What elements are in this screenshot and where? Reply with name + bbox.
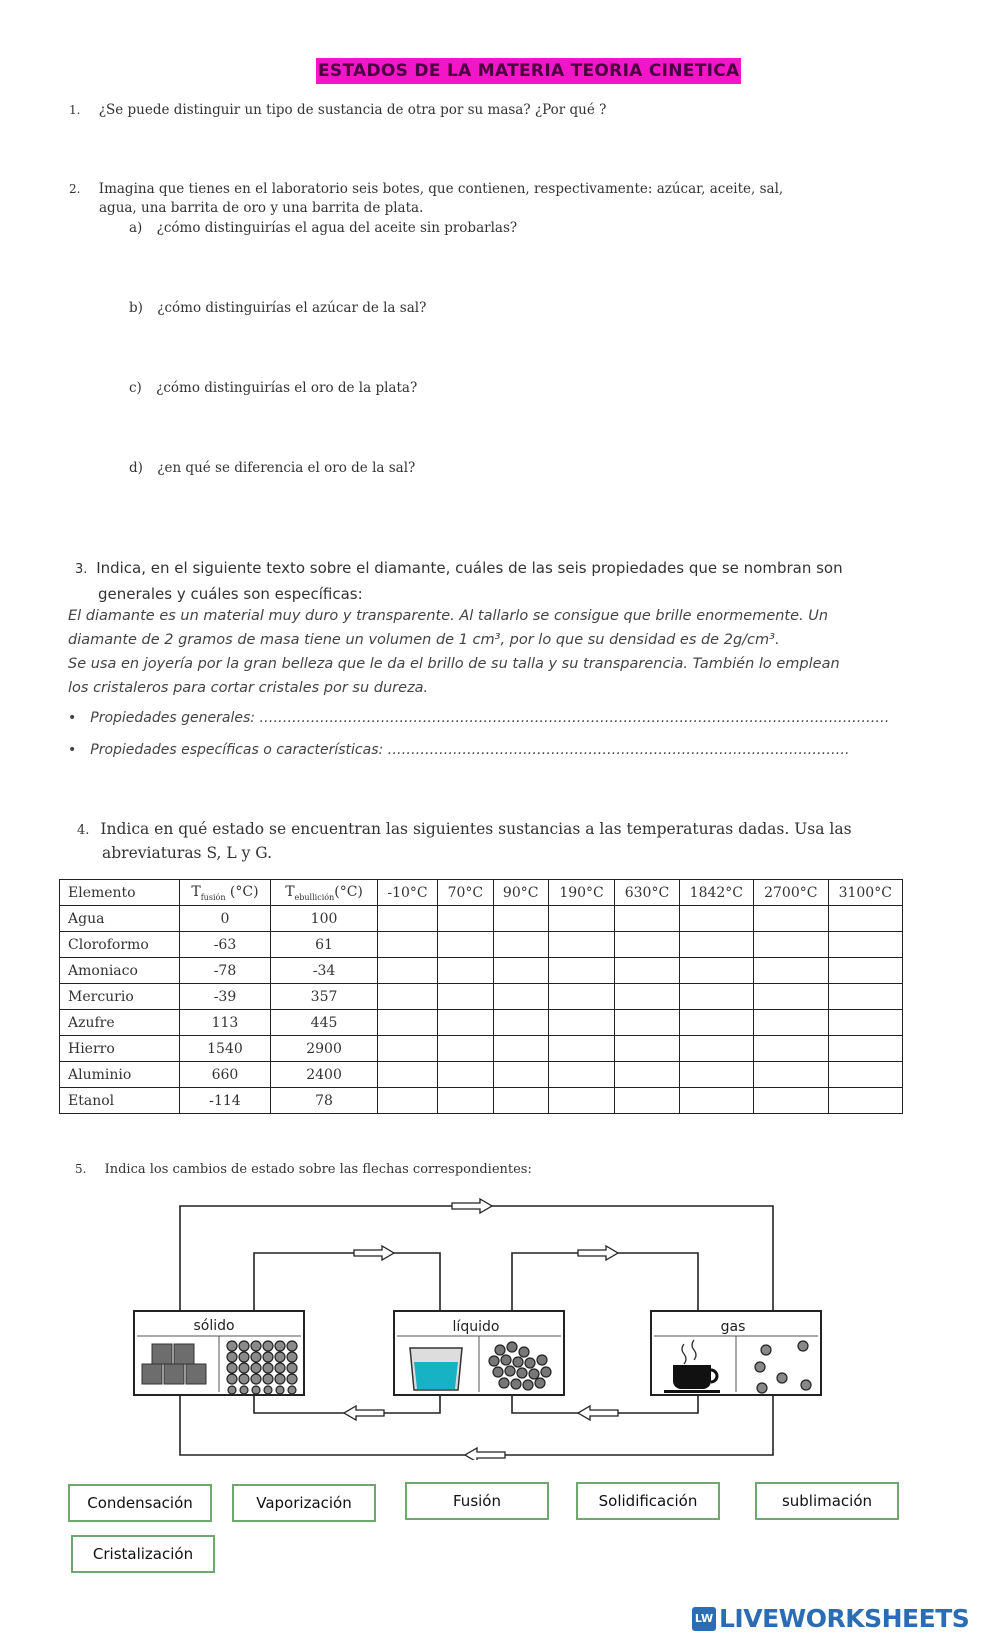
answer-cell[interactable] — [828, 958, 903, 984]
subquestion-label: c) — [129, 380, 142, 396]
question-3 — [75, 556, 843, 606]
answer-cell[interactable] — [679, 1010, 753, 1036]
temperature-table — [59, 879, 903, 1114]
arrow-right-icon — [578, 1246, 618, 1260]
arrow-right-icon — [452, 1199, 492, 1213]
boiling-cell: 100 — [271, 906, 378, 932]
question-text: Indica en qué estado se encuentran las siguientes sustancias a las temperaturas dadas. Usa las — [100, 820, 852, 838]
question-text: agua, una barrita de oro y una barrita de plata. — [99, 200, 424, 216]
answer-cell[interactable] — [438, 1036, 493, 1062]
answer-cell[interactable] — [615, 932, 679, 958]
answer-cell[interactable] — [438, 932, 493, 958]
answer-cell[interactable] — [377, 958, 437, 984]
answer-cell[interactable] — [754, 1010, 828, 1036]
question-text: Imagina que tienes en el laboratorio seis botes, que contienen, respectivamente: azúcar, aceite, sal, — [98, 181, 784, 197]
bullet-specific: • Propiedades específicas o características: ……………………………………………………………………………………… — [68, 742, 850, 758]
state-change-diagram — [0, 1190, 1000, 1460]
melting-cell: -78 — [179, 958, 271, 984]
element-cell: Azufre — [60, 1010, 180, 1036]
answer-cell[interactable] — [828, 906, 903, 932]
answer-cell[interactable] — [754, 1062, 828, 1088]
header-cell: $T_{fusión}$ (°C) — [179, 880, 271, 906]
answer-cell[interactable] — [754, 1036, 828, 1062]
table-row — [60, 1036, 903, 1062]
element-cell: Hierro — [60, 1036, 180, 1062]
melting-cell: -39 — [179, 984, 271, 1010]
boiling-cell: 2900 — [271, 1036, 378, 1062]
answer-cell[interactable] — [828, 1036, 903, 1062]
subquestion-text: ¿cómo distinguirías el agua del aceite sin probarlas? — [156, 220, 518, 236]
subquestion-label: b) — [129, 300, 143, 316]
answer-cell[interactable] — [615, 906, 679, 932]
state-label-liquid: líquido — [452, 1319, 500, 1335]
arrow-right-icon — [354, 1246, 394, 1260]
answer-cell[interactable] — [493, 1088, 548, 1114]
question-text: ¿Se puede distinguir un tipo de sustancia de otra por su masa? ¿Por qué ? — [98, 102, 607, 118]
answer-cell[interactable] — [377, 984, 437, 1010]
melting-cell: 1540 — [179, 1036, 271, 1062]
answer-cell[interactable] — [754, 984, 828, 1010]
answer-cell[interactable] — [438, 958, 493, 984]
answer-cell[interactable] — [828, 984, 903, 1010]
answer-cell[interactable] — [679, 958, 753, 984]
answer-cell[interactable] — [493, 1010, 548, 1036]
answer-cell[interactable] — [438, 906, 493, 932]
logo-icon: LW — [692, 1607, 716, 1631]
answer-cell[interactable] — [754, 958, 828, 984]
question-text: abreviaturas S, L y G. — [102, 844, 273, 862]
melting-cell: 113 — [179, 1010, 271, 1036]
element-cell: Aluminio — [60, 1062, 180, 1088]
bullet-general: • Propiedades generales: ……………………………………………………………………………………………………………………… — [68, 710, 890, 726]
melting-cell: -114 — [179, 1088, 271, 1114]
arrow-left-icon — [344, 1406, 384, 1420]
answer-cell[interactable] — [548, 906, 614, 932]
bullet-icon: • — [68, 710, 77, 726]
element-cell: Cloroformo — [60, 932, 180, 958]
answer-cell[interactable] — [438, 984, 493, 1010]
answer-cell[interactable] — [377, 1010, 437, 1036]
question-number: 3. — [75, 562, 88, 577]
question-number: 4. — [77, 823, 90, 838]
answer-cell[interactable] — [615, 1088, 679, 1114]
answer-cell[interactable] — [493, 1062, 548, 1088]
answer-cell[interactable] — [679, 932, 753, 958]
answer-cell[interactable] — [438, 1062, 493, 1088]
answer-cell[interactable] — [679, 1036, 753, 1062]
answer-cell[interactable] — [548, 1062, 614, 1088]
answer-cell[interactable] — [754, 1088, 828, 1114]
header-cell: Elemento — [60, 880, 180, 906]
table-row — [60, 1062, 903, 1088]
answer-cell[interactable] — [828, 1062, 903, 1088]
diamond-text — [68, 604, 840, 700]
boiling-cell: -34 — [271, 958, 378, 984]
answer-cell[interactable] — [679, 906, 753, 932]
question-number: 2. — [69, 182, 81, 196]
answer-cell[interactable] — [493, 906, 548, 932]
boiling-cell: 2400 — [271, 1062, 378, 1088]
table-row — [60, 1010, 903, 1036]
answer-cell[interactable] — [548, 958, 614, 984]
table-row — [60, 906, 903, 932]
beaker-icon — [410, 1348, 462, 1390]
table-row — [60, 984, 903, 1010]
answer-cell[interactable] — [493, 932, 548, 958]
question-number: 1. — [69, 103, 81, 117]
bullet-icon: • — [68, 742, 77, 758]
answer-cell[interactable] — [615, 1036, 679, 1062]
melting-cell: 0 — [179, 906, 271, 932]
header-cell: 190°C — [548, 880, 614, 906]
answer-cell[interactable] — [377, 1088, 437, 1114]
answer-cell[interactable] — [828, 1010, 903, 1036]
answer-cell[interactable] — [377, 932, 437, 958]
header-cell: -10°C — [377, 880, 437, 906]
answer-cell[interactable] — [377, 906, 437, 932]
page-title: ESTADOS DE LA MATERIA TEORIA CINETICA — [316, 58, 741, 84]
boiling-cell: 445 — [271, 1010, 378, 1036]
melting-cell: -63 — [179, 932, 271, 958]
melting-cell: 660 — [179, 1062, 271, 1088]
paragraph-line: Se usa en joyería por la gran belleza que le da el brillo de su talla y su transparencia. También lo emplean — [68, 656, 840, 672]
state-label-solid: sólido — [193, 1318, 235, 1334]
question-2d — [129, 459, 415, 478]
element-cell: Mercurio — [60, 984, 180, 1010]
table-row — [60, 1088, 903, 1114]
answer-box-condensacion[interactable]: Condensación — [68, 1484, 212, 1522]
answer-cell[interactable] — [828, 1088, 903, 1114]
answer-cell[interactable] — [615, 984, 679, 1010]
answer-cell[interactable] — [493, 984, 548, 1010]
question-2c — [129, 379, 417, 398]
element-cell: Etanol — [60, 1088, 180, 1114]
answer-cell[interactable] — [548, 932, 614, 958]
question-text: Indica, en el siguiente texto sobre el diamante, cuáles de las seis propiedades que se nombran son — [96, 559, 843, 577]
paragraph-line: diamante de 2 gramos de masa tiene un volumen de 1 cm³, por lo que su densidad es de 2g/cm³. — [68, 632, 780, 648]
header-cell: 630°C — [615, 880, 679, 906]
subquestion-text: ¿cómo distinguirías el azúcar de la sal? — [157, 300, 427, 316]
element-cell: Agua — [60, 906, 180, 932]
answer-box-vaporizacion[interactable]: Vaporización — [232, 1484, 376, 1522]
header-cell: 3100°C — [828, 880, 903, 906]
boiling-cell: 78 — [271, 1088, 378, 1114]
paragraph-line: El diamante es un material muy duro y transparente. Al tallarlo se consigue que brille enormemente. Un — [68, 608, 829, 624]
answer-box-fusion[interactable]: Fusión — [405, 1482, 549, 1520]
answer-cell[interactable] — [679, 1062, 753, 1088]
subquestion-label: d) — [129, 460, 143, 476]
answer-box-sublimacion[interactable]: sublimación — [755, 1482, 899, 1520]
table-row — [60, 958, 903, 984]
answer-cell[interactable] — [754, 932, 828, 958]
subquestion-text: ¿en qué se diferencia el oro de la sal? — [157, 460, 416, 476]
liveworksheets-logo — [692, 1604, 992, 1636]
state-label-gas: gas — [720, 1319, 746, 1335]
answer-cell[interactable] — [548, 1036, 614, 1062]
answer-cell[interactable] — [828, 932, 903, 958]
answer-cell[interactable] — [493, 958, 548, 984]
answer-cell[interactable] — [377, 1062, 437, 1088]
answer-cell[interactable] — [754, 906, 828, 932]
header-cell: $T_{ebullición}(^\circ C)$ — [271, 880, 378, 906]
subquestion-label: a) — [129, 220, 143, 236]
table-header-row — [60, 880, 903, 906]
question-2 — [69, 180, 783, 218]
question-text: Indica los cambios de estado sobre las flechas correspondientes: — [104, 1162, 532, 1177]
answer-cell[interactable] — [615, 958, 679, 984]
question-2b — [129, 299, 426, 318]
answer-cell[interactable] — [679, 984, 753, 1010]
arrow-left-icon — [465, 1448, 505, 1460]
element-cell: Amoniaco — [60, 958, 180, 984]
question-number: 5. — [75, 1162, 87, 1176]
header-cell: 1842°C — [679, 880, 753, 906]
answer-cell[interactable] — [615, 1010, 679, 1036]
logo-text: LIVEWORKSHEETS — [719, 1604, 970, 1633]
header-cell: 2700°C — [754, 880, 828, 906]
table-row — [60, 932, 903, 958]
subquestion-text: ¿cómo distinguirías el oro de la plata? — [156, 380, 418, 396]
paragraph-line: los cristaleros para cortar cristales por su dureza. — [68, 680, 429, 696]
boiling-cell: 357 — [271, 984, 378, 1010]
answer-cell[interactable] — [615, 1062, 679, 1088]
header-cell: 70°C — [438, 880, 493, 906]
answer-cell[interactable] — [438, 1088, 493, 1114]
answer-cell[interactable] — [377, 1036, 437, 1062]
answer-cell[interactable] — [548, 984, 614, 1010]
boiling-cell: 61 — [271, 932, 378, 958]
answer-cell[interactable] — [548, 1088, 614, 1114]
answer-cell[interactable] — [438, 1010, 493, 1036]
answer-box-solidificacion[interactable]: Solidificación — [576, 1482, 720, 1520]
answer-cell[interactable] — [679, 1088, 753, 1114]
question-1 — [69, 101, 606, 120]
header-cell: 90°C — [493, 880, 548, 906]
question-4 — [77, 818, 852, 865]
arrow-left-icon — [578, 1406, 618, 1420]
answer-box-cristalizacion[interactable]: Cristalización — [71, 1535, 215, 1573]
question-5 — [75, 1160, 532, 1179]
answer-cell[interactable] — [548, 1010, 614, 1036]
question-text: generales y cuáles son específicas: — [98, 585, 363, 603]
question-2a — [129, 219, 517, 238]
answer-cell[interactable] — [493, 1036, 548, 1062]
